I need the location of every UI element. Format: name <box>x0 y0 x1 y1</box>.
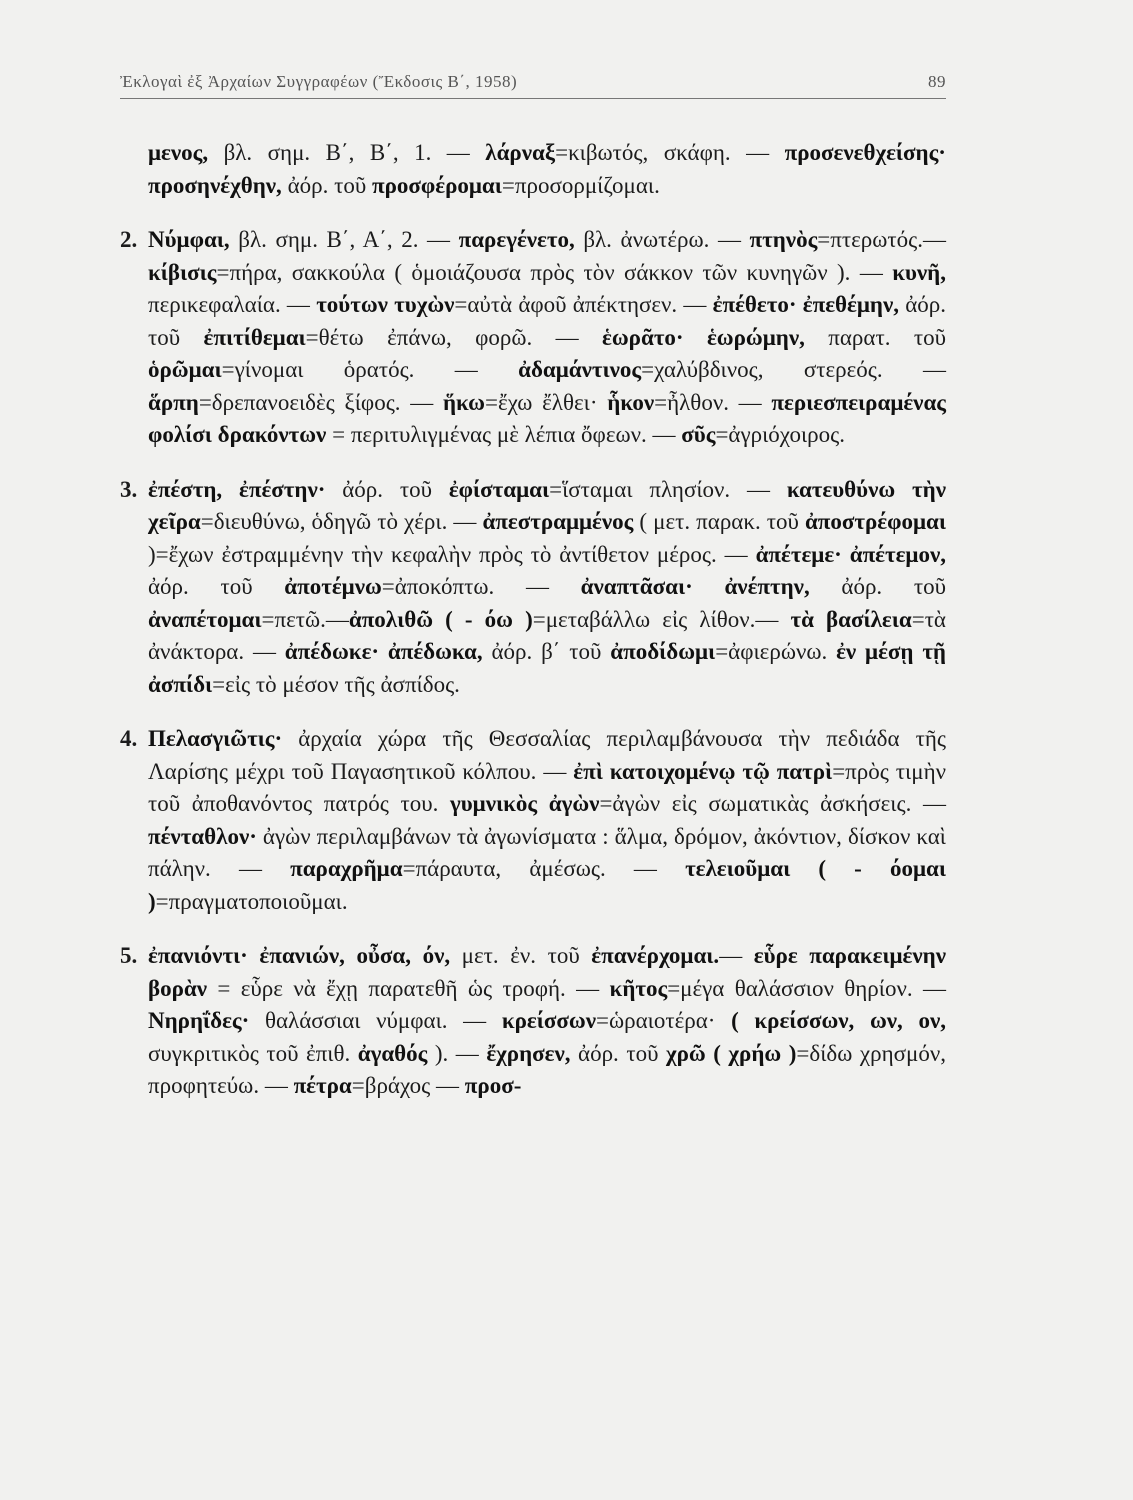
headword: ( κρείσσων, ων, ον, <box>731 1008 946 1033</box>
gloss-text: =μεταβάλλω εἰς λίθον.— <box>532 606 791 632</box>
gloss-text: ἀόρ. β΄ τοῦ <box>482 639 611 664</box>
gloss-text: μετ. ἐν. τοῦ <box>450 943 592 968</box>
headword: ἐπιτίθεμαι <box>203 324 306 350</box>
gloss-text: =δρεπανοειδὲς ξίφος. — <box>198 389 443 415</box>
headword: κατευθύνω τὴν χεῖρα <box>148 476 946 534</box>
gloss-text: = εὗρε νὰ ἔχῃ παρατεθῆ ὡς τροφή. — <box>207 975 610 1001</box>
gloss-text: ἀόρ. τοῦ <box>809 574 946 599</box>
gloss-text: =ἀφιερώνω. <box>715 639 837 664</box>
gloss-text: =ἔχω ἔλθει· <box>484 389 608 415</box>
gloss-text: ἀόρ. τοῦ <box>281 172 372 198</box>
gloss-text: ἀόρ. τοῦ <box>325 476 449 502</box>
gloss-text: ( μετ. παρακ. τοῦ <box>633 509 805 534</box>
glossary-entry <box>120 474 946 702</box>
gloss-text: θαλάσσιαι νύμφαι. — <box>249 1008 502 1033</box>
running-title: Ἐκλογαὶ ἐξ Ἀρχαίων Συγγραφέων (Ἔκδοσις Β΄, 1958) <box>120 72 518 91</box>
headword: τελειοῦμαι ( - όομαι ) <box>148 856 947 914</box>
gloss-text: =πρὸς τιμὴν τοῦ ἀποθανόντος πατρός του. <box>148 758 946 816</box>
headword: παρεγένετο, <box>458 227 575 252</box>
headword: ἔχρησεν, <box>486 1040 571 1066</box>
headword: κῆτος <box>609 975 668 1001</box>
headword: ἀποδίδωμι <box>610 639 716 664</box>
headword: προσηνέχθην, <box>148 172 282 198</box>
headword: ἀπέτεμε· ἀπέτεμον, <box>755 541 946 567</box>
gloss-text: — <box>719 943 754 968</box>
headword: εὗρε παρακειμένην βορὰν <box>148 943 946 1001</box>
headword: ὁρῶμαι <box>148 357 222 382</box>
gloss-text: =πτερωτός.— <box>817 227 946 252</box>
headword: πτηνὸς <box>749 227 818 252</box>
headword: ἅρπη <box>148 389 199 415</box>
headword: ἥκω <box>442 389 485 415</box>
gloss-text: )=ἔχων ἐστραμμένην τὴν κεφαλὴν πρὸς τὸ ἀντίθετον μέρος. — <box>148 541 756 567</box>
headword: ἐπέστη, ἐπέστην· <box>148 476 326 502</box>
gloss-text: ἀόρ. τοῦ <box>148 292 947 350</box>
gloss-text: =ὡραιοτέρα· <box>596 1008 732 1033</box>
headword: Νηρηΐδες· <box>148 1008 250 1033</box>
headword: ἀπολιθῶ ( - όω ) <box>348 606 533 632</box>
headword: ἐπανέρχομαι. <box>591 943 720 968</box>
headword: σῦς <box>681 422 716 447</box>
headword: τὰ βασίλεια <box>790 606 912 632</box>
glossary-entry <box>120 723 947 918</box>
gloss-text: περικεφαλαία. — <box>148 292 317 317</box>
headword: ἀναπέτομαι <box>148 606 262 632</box>
gloss-text: =ἦλθον. — <box>654 389 772 415</box>
running-head <box>120 72 946 92</box>
headword: ἀδαμάντινος <box>518 357 642 382</box>
gloss-text: =βράχος — <box>351 1073 465 1098</box>
entry-number: 3. <box>120 476 138 502</box>
headword: ἀγαθός <box>357 1040 428 1066</box>
entry-number: 5. <box>120 943 138 968</box>
headword: κίβισις <box>148 259 217 285</box>
headword: πέτρα <box>293 1073 352 1098</box>
headword: ἐν μέσῃ τῇ ἀσπίδι <box>148 639 946 697</box>
entry-number: 2. <box>120 227 138 252</box>
gloss-text: =ἀγὼν εἰς σωματικὰς ἀσκήσεις. — <box>599 791 946 816</box>
gloss-text: =μέγα θαλάσσιον θηρίον. — <box>667 975 946 1001</box>
entry-number: 4. <box>120 726 138 751</box>
headword: πένταθλον· <box>148 823 257 849</box>
gloss-text: =τὰ ἀνάκτορα. — <box>148 606 946 664</box>
headword: ἀποστρέφομαι <box>804 509 946 534</box>
headword: ἐπανιόντι· ἐπανιών, οὖσα, όν, <box>148 943 451 968</box>
gloss-text: =δίδω χρησμόν, προφητεύω. — <box>148 1040 946 1098</box>
gloss-text: =ἀγριόχοιρος. <box>715 422 846 447</box>
headword: ἀποτέμνω <box>284 574 382 599</box>
gloss-text: = περιτυλιγμένας μὲ λέπια ὄφεων. — <box>326 422 682 447</box>
gloss-text: =αὐτὰ ἀφοῦ ἀπέκτησεν. — <box>454 292 713 317</box>
headword: προσ- <box>464 1073 522 1098</box>
gloss-text: =διευθύνω, ὁδηγῶ τὸ χέρι. — <box>200 509 483 534</box>
gloss-text: =πήρα, σακκούλα ( ὁμοιάζουσα πρὸς τὸν σάκκον τῶν κυνηγῶν ). — <box>216 259 893 285</box>
headword: Πελασγιῶτις· <box>148 726 283 751</box>
headword: περιεσπειραμένας φολίσι δρακόντων <box>148 389 946 447</box>
gloss-text: =θέτω ἐπάνω, φορῶ. — <box>305 324 603 350</box>
glossary-entry <box>120 940 946 1103</box>
headword: λάρναξ <box>485 140 556 165</box>
headword: ἐφίσταμαι <box>448 476 550 502</box>
headword: κυνῆ, <box>892 259 946 285</box>
headword: κρείσσων <box>501 1008 596 1033</box>
gloss-text: συγκριτικὸς τοῦ ἐπιθ. <box>148 1040 358 1066</box>
header-rule <box>120 98 946 99</box>
gloss-text: βλ. σημ. Β΄, Α΄, 2. — <box>229 227 459 252</box>
gloss-text: =χαλύβδινος, στερεός. — <box>641 357 946 382</box>
headword: γυμνικὸς ἀγὼν <box>449 791 600 816</box>
glossary-entry <box>120 224 947 452</box>
headword: ἀναπτᾶσαι· ἀνέπτην, <box>580 574 810 599</box>
headword: προσενεθχείσης· <box>784 140 946 165</box>
gloss-text: =προσορμίζομαι. <box>501 172 660 198</box>
page-number: 89 <box>928 72 946 91</box>
glossary-body <box>120 137 947 1103</box>
gloss-text: =γίνομαι ὁρατός. — <box>221 357 519 382</box>
headword: ἐπέθετο· ἐπεθέμην, <box>712 292 899 317</box>
gloss-text: βλ. ἀνωτέρω. — <box>574 227 750 252</box>
gloss-text: ἀόρ. τοῦ <box>148 574 285 599</box>
headword: τούτων τυχὼν <box>316 292 455 317</box>
headword: Νύμφαι, <box>148 227 230 252</box>
headword: ἑωρᾶτο· ἑωρώμην, <box>602 324 805 350</box>
gloss-text: =πετῶ.— <box>261 606 349 632</box>
headword: προσφέρομαι <box>371 172 502 198</box>
headword: ἐπὶ κατοιχομένῳ τῷ πατρὶ <box>573 758 833 784</box>
gloss-text: =εἰς τὸ μέσον τῆς ἀσπίδος. <box>212 671 460 697</box>
headword: μενος, <box>148 140 209 165</box>
gloss-text: =ἀποκόπτω. — <box>381 574 581 599</box>
headword: ἧκον <box>607 389 655 415</box>
gloss-text: ἀρχαία χώρα τῆς Θεσσαλίας περιλαμβάνουσα τὴν πεδιάδα τῆς Λαρίσης μέχρι τοῦ Παγασητικοῦ κόλπου. — <box>148 726 946 784</box>
headword: ἀπέδωκε· ἀπέδωκα, <box>284 639 483 664</box>
gloss-text: =ἵσταμαι πλησίον. — <box>549 476 787 502</box>
gloss-text: =πάραυτα, ἀμέσως. — <box>402 856 686 881</box>
gloss-text: =κιβωτός, σκάφη. — <box>555 140 785 165</box>
headword: χρῶ ( χρήω ) <box>665 1040 797 1066</box>
headword: παραχρῆμα <box>290 856 403 881</box>
gloss-text: ἀόρ. τοῦ <box>570 1040 666 1066</box>
gloss-text: ἀγὼν περιλαμβάνων τὰ ἀγωνίσματα : ἅλμα, δρόμον, ἀκόντιον, δίσκον καὶ πάλην. — <box>148 823 946 881</box>
glossary-entry <box>148 137 946 202</box>
gloss-text: ). — <box>427 1040 487 1066</box>
headword: ἀπεστραμμένος <box>482 509 634 534</box>
gloss-text: παρατ. τοῦ <box>804 324 946 350</box>
gloss-text: =πραγματοποιοῦμαι. <box>155 888 348 914</box>
gloss-text: βλ. σημ. Β΄, Β΄, 1. — <box>208 140 486 165</box>
